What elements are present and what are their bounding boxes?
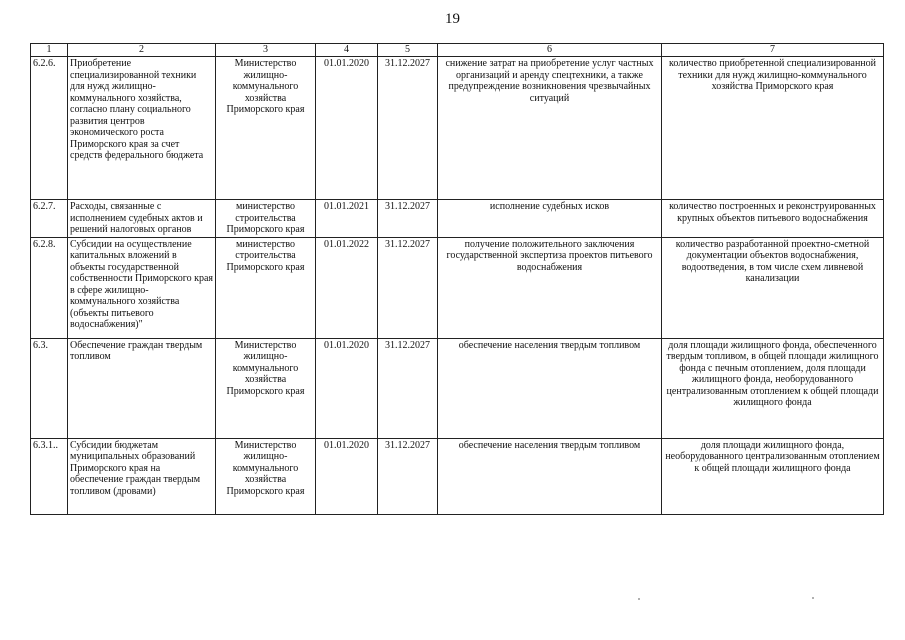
- expected-result: обеспечение населения твердым топливом: [438, 338, 662, 438]
- table-row: [31, 438, 884, 514]
- executor: министерство строительства Приморского края: [216, 200, 316, 238]
- expected-result: снижение затрат на приобретение услуг частных организаций и аренду спецтехники, а также предупреждение возникновения чрезвычайных ситуаций: [438, 57, 662, 200]
- executor: министерство строительства Приморского края: [216, 237, 316, 338]
- activity-name: Приобретение специализированной техники для нужд жилищно-коммунального хозяйства, согласно плану социального развития центров экономического роста Приморского края за счет средств федерального бюджета: [68, 57, 216, 200]
- start-date: 01.01.2020: [316, 338, 378, 438]
- activity-name: Субсидии бюджетам муниципальных образований Приморского края на обеспечение граждан твердым топливом (дровами): [68, 438, 216, 514]
- indicator: количество приобретенной специализированной техники для нужд жилищно-коммунального хозяйства Приморского края: [662, 57, 884, 200]
- table-row: [31, 237, 884, 338]
- activity-name: Обеспечение граждан твердым топливом: [68, 338, 216, 438]
- column-header: 1: [31, 44, 68, 57]
- end-date: 31.12.2027: [378, 237, 438, 338]
- start-date: 01.01.2022: [316, 237, 378, 338]
- row-number: 6.2.7.: [31, 200, 68, 238]
- indicator: количество построенных и реконструированных крупных объектов питьевого водоснабжения: [662, 200, 884, 238]
- page-number: 19: [445, 11, 460, 27]
- table-row: [31, 338, 884, 438]
- end-date: 31.12.2027: [378, 438, 438, 514]
- row-number: 6.3.: [31, 338, 68, 438]
- column-header: 4: [316, 44, 378, 57]
- expected-result: обеспечение населения твердым топливом: [438, 438, 662, 514]
- row-number: 6.2.6.: [31, 57, 68, 200]
- indicator: количество разработанной проектно-сметной документации объектов водоснабжения, водоотведения, в том числе схем ливневой канализации: [662, 237, 884, 338]
- row-number: 6.3.1..: [31, 438, 68, 514]
- expected-result: исполнение судебных исков: [438, 200, 662, 238]
- executor: Министерство жилищно-коммунального хозяйства Приморского края: [216, 338, 316, 438]
- start-date: 01.01.2021: [316, 200, 378, 238]
- row-number: 6.2.8.: [31, 237, 68, 338]
- start-date: 01.01.2020: [316, 57, 378, 200]
- table-row: [31, 57, 884, 200]
- column-header: 5: [378, 44, 438, 57]
- program-activities-table: [30, 43, 884, 515]
- indicator: доля площади жилищного фонда, необорудованного централизованным отоплением к общей площади жилищного фонда: [662, 438, 884, 514]
- activity-name: Расходы, связанные с исполнением судебных актов и решений налоговых органов: [68, 200, 216, 238]
- end-date: 31.12.2027: [378, 57, 438, 200]
- column-header: 2: [68, 44, 216, 57]
- column-number-row: [31, 44, 884, 57]
- start-date: 01.01.2020: [316, 438, 378, 514]
- end-date: 31.12.2027: [378, 338, 438, 438]
- indicator: доля площади жилищного фонда, обеспеченного твердым топливом, в общей площади жилищного фонда с печным отоплением, доля площади жилищного фонда, необорудованного централизованным отоплением к общей площади жилищного фонда: [662, 338, 884, 438]
- expected-result: получение положительного заключения государственной экспертиза проектов питьевого водоснабжения: [438, 237, 662, 338]
- activity-name: Субсидии на осуществление капитальных вложений в объекты государственной собственности Приморского края в сфере жилищно-коммунального хозяйства (объекты питьевого водоснабжения)": [68, 237, 216, 338]
- scan-speck: [638, 598, 640, 600]
- executor: Министерство жилищно-коммунального хозяйства Приморского края: [216, 57, 316, 200]
- column-header: 6: [438, 44, 662, 57]
- column-header: 7: [662, 44, 884, 57]
- executor: Министерство жилищно-коммунального хозяйства Приморского края: [216, 438, 316, 514]
- table-row: [31, 200, 884, 238]
- column-header: 3: [216, 44, 316, 57]
- scan-speck: [812, 597, 814, 599]
- end-date: 31.12.2027: [378, 200, 438, 238]
